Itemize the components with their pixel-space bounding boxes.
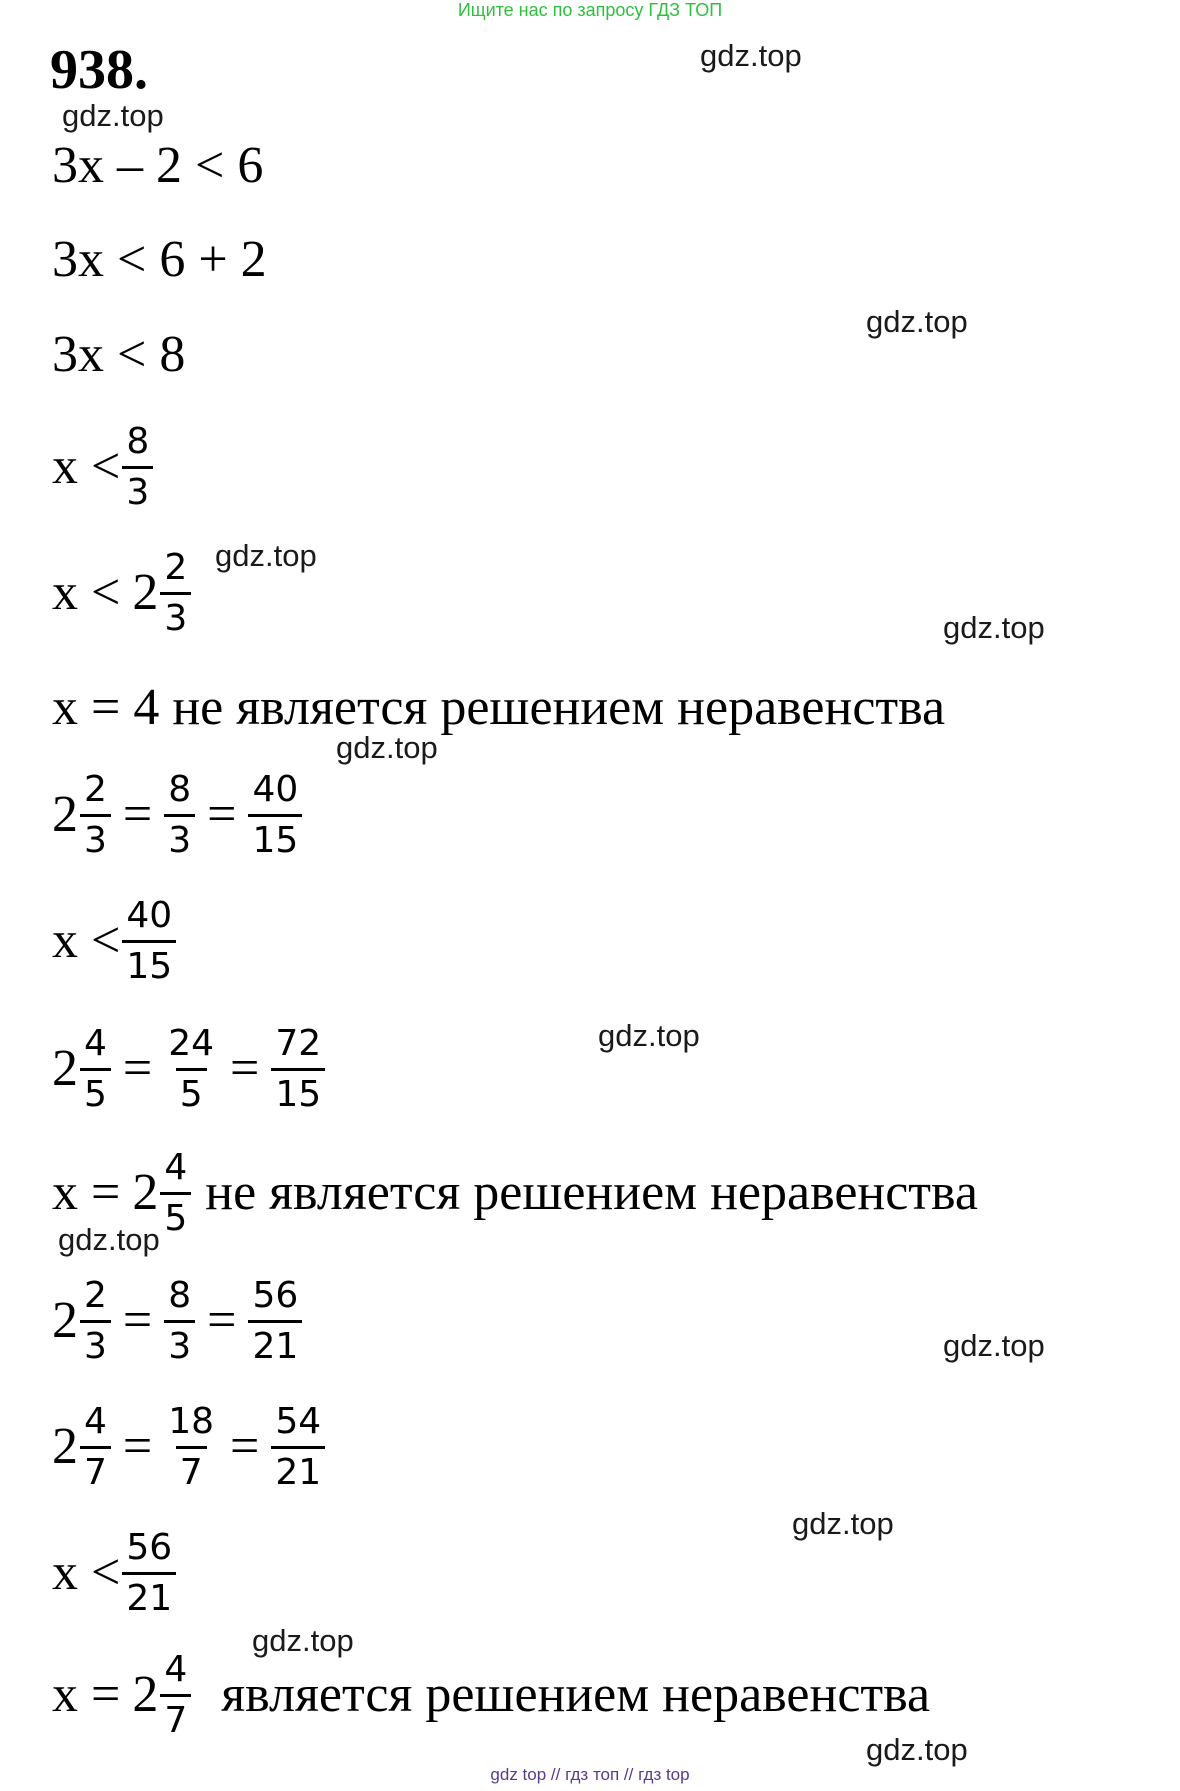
whole-part: 2 (52, 1040, 78, 1097)
numerator: 8 (168, 768, 192, 810)
denominator: 15 (248, 814, 302, 859)
statement: не является решением неравенства (205, 1164, 978, 1221)
denominator: 15 (271, 1068, 325, 1113)
numerator: 56 (252, 1274, 299, 1316)
whole-part: 2 (132, 1666, 159, 1723)
watermark: gdz.top (943, 610, 1045, 645)
mixed-number (52, 1400, 113, 1493)
numerator: 56 (126, 1526, 173, 1568)
numerator: 8 (126, 420, 150, 462)
denominator: 3 (164, 1320, 195, 1365)
fraction (80, 1274, 111, 1367)
expression: 3x < 6 + 2 (52, 231, 267, 288)
statement: является решением неравенства (221, 1666, 931, 1723)
numerator: 40 (252, 768, 299, 810)
mixed-number (132, 1146, 193, 1239)
fraction (80, 1400, 111, 1493)
denominator: 3 (80, 1320, 111, 1365)
watermark: gdz.top (58, 1222, 160, 1257)
denominator: 21 (122, 1572, 176, 1617)
watermark: gdz.top (215, 538, 317, 573)
watermark: gdz.top (792, 1506, 894, 1541)
fraction (164, 1022, 218, 1115)
denominator: 7 (80, 1446, 111, 1491)
expression: 3x < 8 (52, 326, 186, 383)
math-line-8 (52, 886, 178, 996)
math-line-5 (52, 538, 193, 648)
watermark: gdz.top (598, 1018, 700, 1053)
denominator: 3 (122, 466, 153, 511)
top-banner: Ищите нас по запросу ГДЗ ТОП (457, 0, 723, 20)
numerator: 4 (84, 1400, 107, 1442)
numerator: 4 (164, 1648, 188, 1690)
denominator: 5 (80, 1068, 111, 1113)
denominator: 3 (80, 814, 111, 859)
math-line-7 (52, 760, 304, 870)
denominator: 7 (160, 1694, 191, 1739)
math-line-13 (52, 1518, 178, 1628)
fraction (271, 1400, 325, 1493)
equals-sign: = (122, 1292, 153, 1349)
equals-sign: = (207, 786, 237, 843)
lhs: x < (52, 912, 121, 969)
equals-sign: = (230, 1418, 260, 1475)
denominator: 3 (160, 592, 191, 637)
math-line-4 (52, 412, 155, 522)
fraction (160, 546, 191, 639)
watermark: gdz.top (336, 730, 438, 765)
mixed-number (52, 1274, 113, 1367)
lhs: x < (52, 1544, 121, 1601)
numerator: 54 (275, 1400, 322, 1442)
math-line-6 (52, 653, 945, 763)
math-line-9 (52, 1014, 327, 1124)
denominator: 5 (160, 1192, 191, 1237)
numerator: 2 (84, 1274, 107, 1316)
lhs: x = (52, 1164, 121, 1221)
fraction (122, 1526, 176, 1619)
equals-sign: = (122, 1040, 153, 1097)
lhs: x < (52, 438, 121, 495)
watermark: gdz.top (866, 1732, 968, 1767)
watermark: gdz.top (252, 1623, 354, 1658)
fraction (80, 1022, 111, 1115)
equals-sign: = (207, 1292, 237, 1349)
numerator: 4 (164, 1146, 188, 1188)
denominator: 21 (248, 1320, 302, 1365)
problem-number: 938. (50, 39, 148, 101)
fraction (160, 1146, 191, 1239)
numerator: 8 (168, 1274, 192, 1316)
numerator: 2 (84, 768, 107, 810)
equals-sign: = (122, 786, 153, 843)
math-line-12 (52, 1392, 327, 1502)
fraction (248, 1274, 302, 1367)
mixed-number (52, 1022, 113, 1115)
math-line-2 (52, 205, 267, 315)
whole-part: 2 (132, 1164, 159, 1221)
expression: 3x – 2 < 6 (52, 137, 264, 194)
numerator: 40 (126, 894, 173, 936)
whole-part: 2 (132, 564, 159, 621)
equals-sign: = (230, 1040, 260, 1097)
whole-part: 2 (52, 1292, 78, 1349)
watermark: gdz.top (62, 98, 164, 133)
fraction (122, 420, 153, 513)
watermark: gdz.top (943, 1328, 1045, 1363)
numerator: 4 (84, 1022, 107, 1064)
math-line-14 (52, 1640, 930, 1750)
lhs: x = (52, 1666, 121, 1723)
whole-part: 2 (52, 786, 78, 843)
lhs: x < (52, 564, 121, 621)
fraction (271, 1022, 325, 1115)
denominator: 7 (176, 1446, 207, 1491)
numerator: 72 (275, 1022, 322, 1064)
fraction (164, 768, 195, 861)
math-line-11 (52, 1266, 304, 1376)
denominator: 5 (176, 1068, 207, 1113)
mixed-number (132, 546, 193, 639)
fraction (160, 1648, 191, 1741)
mixed-number (132, 1648, 193, 1741)
watermark: gdz.top (700, 38, 802, 73)
fraction (164, 1274, 195, 1367)
denominator: 3 (164, 814, 195, 859)
math-line-3 (52, 300, 185, 410)
mixed-number (52, 768, 113, 861)
denominator: 21 (271, 1446, 325, 1491)
numerator: 24 (168, 1022, 215, 1064)
fraction (80, 768, 111, 861)
numerator: 18 (168, 1400, 215, 1442)
numerator: 2 (164, 546, 188, 588)
fraction (164, 1400, 218, 1493)
footer-watermark: gdz top // гдз топ // гдз top (490, 1765, 690, 1784)
denominator: 15 (122, 940, 176, 985)
fraction (122, 894, 176, 987)
math-line-10 (52, 1138, 978, 1248)
equals-sign: = (122, 1418, 153, 1475)
statement: x = 4 не является решением неравенства (52, 679, 946, 736)
whole-part: 2 (52, 1418, 78, 1475)
fraction (248, 768, 302, 861)
watermark: gdz.top (866, 304, 968, 339)
